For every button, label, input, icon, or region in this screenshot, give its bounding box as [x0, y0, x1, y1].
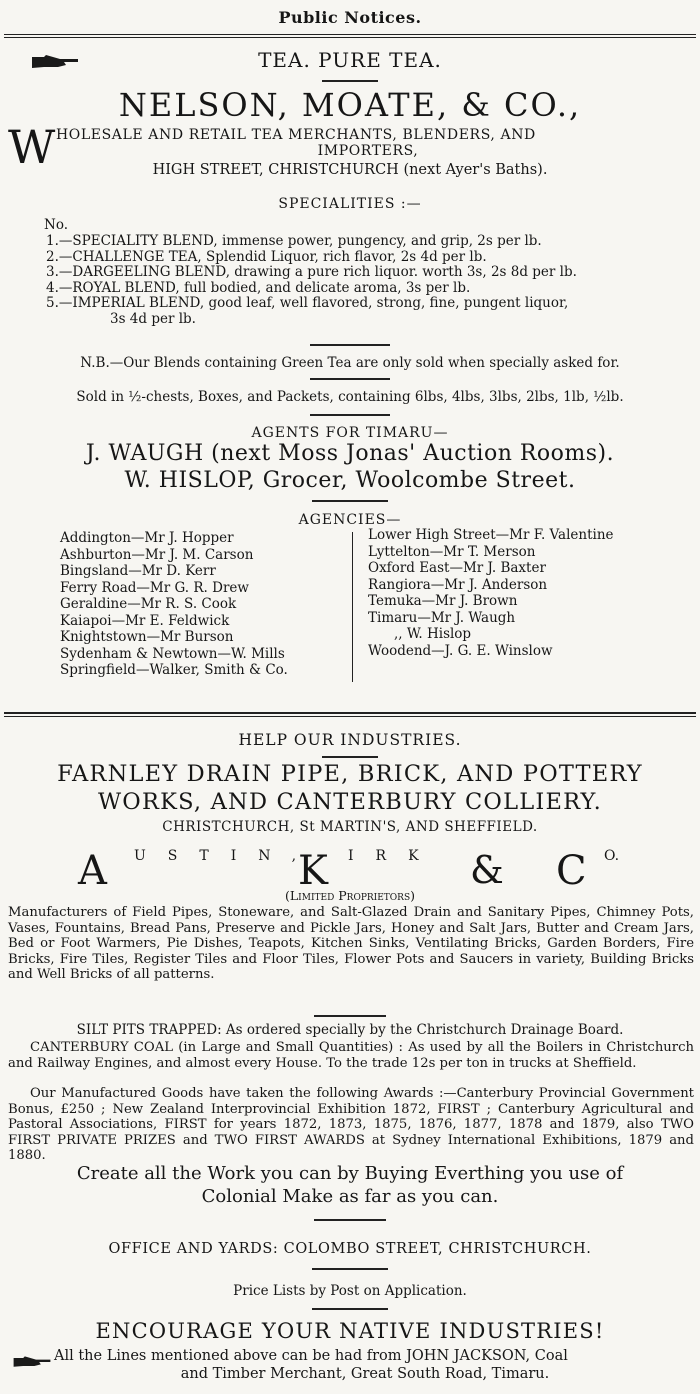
- column-divider: [352, 532, 353, 682]
- footer-line2: and Timber Merchant, Great South Road, Timaru.: [180, 1366, 550, 1382]
- specialities-title: SPECIALITIES :—: [278, 196, 422, 212]
- agency-item: ,, W. Hislop: [394, 626, 472, 642]
- agency-item: Ferry Road—Mr G. R. Drew: [60, 579, 249, 596]
- ad-separator-2: [4, 716, 696, 717]
- austin-kirk-company: [0, 842, 700, 892]
- agent-waugh: J. WAUGH (next Moss Jonas' Auction Rooms).: [85, 441, 615, 466]
- divider: [312, 1268, 388, 1270]
- price-lists: Price Lists by Post on Application.: [233, 1283, 467, 1299]
- agency-item: Kaiapoi—Mr E. Feldwick: [60, 612, 230, 629]
- tagline-line1: HOLESALE AND RETAIL TEA MERCHANTS, BLENDERS, AND: [56, 127, 536, 143]
- slogan-line1: Create all the Work you can by Buying Everthing you use of: [76, 1163, 624, 1184]
- help-industries-headline: HELP OUR INDUSTRIES.: [238, 731, 462, 749]
- agencies-left-list: [60, 530, 288, 679]
- company-ampersand: &: [470, 848, 504, 892]
- divider: [314, 1219, 386, 1221]
- agency-item: Ashburton—Mr J. M. Carson: [60, 546, 254, 563]
- company-small-o: O.: [604, 848, 620, 864]
- divider: [314, 1015, 386, 1017]
- company-cap-a: A: [78, 848, 107, 894]
- awards-paragraph: Our Manufactured Goods have taken the following Awards :—Canterbury Provincial Government Bonus, £250 ; New Zealand Interprovincial Exhibition 1872, FIRST ; Canterbury Agricultural and Pastoral Associations, FIRST for years 1872, 1873, 1875, 1876, 1877, 1878 and 1879, also TWO FIRST PRIVATE PRIZES and TWO FIRST AWARDS at Sydney International Exhibitions, 1879 and 1880.: [8, 1086, 694, 1163]
- speciality-item: 3.—DARGEELING BLEND, drawing a pure rich liquor. worth 3s, 2s 8d per lb.: [46, 264, 577, 280]
- agency-item: Addington—Mr J. Hopper: [60, 530, 234, 546]
- agency-item: Springfield—Walker, Smith & Co.: [60, 662, 288, 678]
- limited-proprietors: (Limited Proprietors): [285, 888, 415, 903]
- speciality-item: 4.—ROYAL BLEND, full bodied, and delicate aroma, 3s per lb.: [46, 279, 471, 296]
- divider: [310, 414, 390, 416]
- speciality-item: 1.—SPECIALITY BLEND, immense power, pungency, and grip, 2s per lb.: [46, 233, 542, 249]
- manufacturers-paragraph: Manufacturers of Field Pipes, Stoneware, and Salt-Glazed Drain and Sanitary Pipes, Chimney Pots, Vases, Fountains, Bread Pans, Preserve and Pickle Jars, Honey and Salt Jars, Butter and Cream Jars, Bed or Foot Warmers, Pie Dishes, Teapots, Kitchen Sinks, Ventilating Bricks, Garden Borders, Fire Bricks, Fire Tiles, Register Tiles and Floor Tiles, Flower Pots and Saucers in variety, Building Bricks and Well Bricks of all patterns.: [8, 905, 694, 982]
- divider: [310, 344, 390, 346]
- dropcap-letter: W: [8, 120, 56, 174]
- agency-item: Bingsland—Mr D. Kerr: [60, 563, 216, 579]
- green-tea-note: N.B.—Our Blends containing Green Tea are only sold when specially asked for.: [80, 355, 620, 371]
- ad-separator: [4, 712, 696, 714]
- header-divider-2: [4, 37, 696, 38]
- company-cap-c: C: [556, 848, 587, 894]
- tagline-line2: IMPORTERS,: [317, 143, 419, 159]
- agency-item: Rangiora—Mr J. Anderson: [368, 576, 548, 593]
- speciality-item: 5.—IMPERIAL BLEND, good leaf, well flavored, strong, fine, pungent liquor,: [46, 295, 569, 311]
- silt-pits: SILT PITS TRAPPED: As ordered specially by the Christchurch Drainage Board.: [76, 1022, 624, 1038]
- agency-item: Knightstown—Mr Burson: [60, 629, 234, 645]
- header-divider: [4, 34, 696, 35]
- agency-item: Timaru—Mr J. Waugh: [368, 609, 516, 626]
- agent-hislop: W. HISLOP, Grocer, Woolcombe Street.: [124, 468, 576, 493]
- agency-item: Lyttelton—Mr T. Merson: [368, 543, 536, 560]
- sold-in-note: Sold in ½-chests, Boxes, and Packets, containing 6lbs, 4lbs, 3lbs, 2lbs, 1lb, ½lb.: [76, 389, 624, 405]
- divider: [322, 80, 378, 82]
- office-yards: OFFICE AND YARDS: COLOMBO STREET, CHRISTCHURCH.: [108, 1241, 592, 1257]
- coal-paragraph: CANTERBURY COAL (in Large and Small Quantities) : As used by all the Boilers in Christchurch and Railway Engines, and almost every House. To the trade 12s per ton in trucks at Sheffield.: [8, 1040, 694, 1071]
- farnley-title-line1: FARNLEY DRAIN PIPE, BRICK, AND POTTERY: [57, 761, 643, 787]
- agency-item: Oxford East—Mr J. Baxter: [368, 560, 546, 576]
- section-header: Public Notices.: [278, 8, 422, 27]
- agents-title: AGENTS FOR TIMARU—: [251, 425, 449, 441]
- footer-line1: All the Lines mentioned above can be had from JOHN JACKSON, Coal: [54, 1348, 568, 1364]
- speciality-item: 2.—CHALLENGE TEA, Splendid Liquor, rich flavor, 2s 4d per lb.: [46, 248, 487, 265]
- divider: [312, 1308, 388, 1310]
- divider: [310, 378, 390, 380]
- no-label: No.: [44, 217, 68, 233]
- agencies-title: AGENCIES—: [298, 512, 402, 528]
- company-cap-k: K: [298, 848, 328, 894]
- tea-headline: TEA. PURE TEA.: [258, 48, 442, 72]
- farnley-title-line2: WORKS, AND CANTERBURY COLLIERY.: [97, 789, 603, 815]
- company-small-irk: IRK: [348, 848, 441, 864]
- speciality-item: 3s 4d per lb.: [110, 310, 196, 327]
- company-small-ustin: USTIN,: [134, 848, 319, 864]
- company-name: NELSON, MOATE, & CO.,: [118, 86, 582, 124]
- agency-item: Temuka—Mr J. Brown: [368, 593, 518, 609]
- agency-item: Woodend—J. G. E. Winslow: [368, 642, 553, 659]
- farnley-locations: CHRISTCHURCH, St MARTIN'S, AND SHEFFIELD.: [162, 819, 538, 835]
- agencies-right-list: [368, 527, 614, 659]
- tea-address: HIGH STREET, CHRISTCHURCH (next Ayer's Baths).: [152, 162, 548, 178]
- divider: [312, 500, 388, 502]
- agency-item: Sydenham & Newtown—W. Mills: [60, 645, 285, 662]
- divider: [322, 756, 378, 758]
- specialities-list: [46, 234, 577, 327]
- agency-item: Geraldine—Mr R. S. Cook: [60, 596, 237, 612]
- agency-item: Lower High Street—Mr F. Valentine: [368, 527, 614, 543]
- encourage-headline: ENCOURAGE YOUR NATIVE INDUSTRIES!: [95, 1319, 605, 1343]
- slogan-line2: Colonial Make as far as you can.: [201, 1186, 499, 1207]
